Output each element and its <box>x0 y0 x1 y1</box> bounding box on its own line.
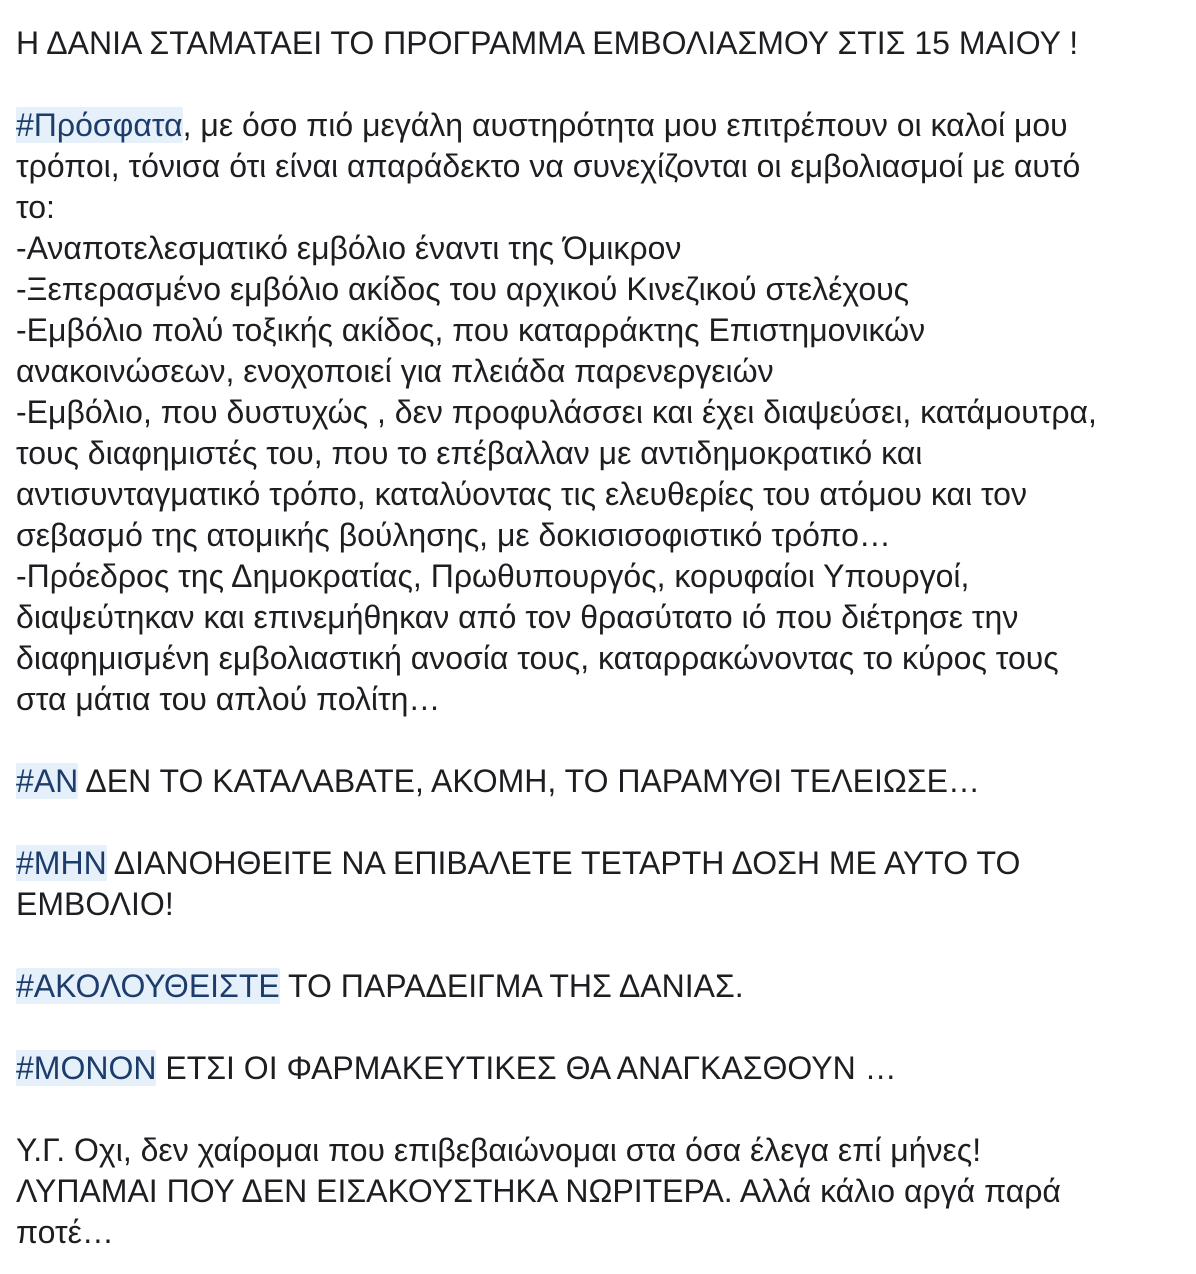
paragraph-line: τρόποι, τόνισα ότι είναι απαράδεκτο να συνεχίζονται οι εμβολιασμοί με αυτό <box>16 148 1081 184</box>
paragraph-line <box>16 966 1186 1007</box>
postscript-line: ποτέ… <box>16 1214 114 1250</box>
hashtag-akoloutheiste[interactable]: #ΑΚΟΛΟΥΘΕΙΣΤΕ <box>16 968 280 1004</box>
hashtag-prosfata[interactable]: #Πρόσφατα <box>16 107 183 143</box>
list-item-continued: αντισυνταγματικό τρόπο, καταλύοντας τις ελευθερίες του ατόμου και τον <box>16 476 1027 512</box>
list-item: -Εμβόλιο πολύ τοξικής ακίδος, που καταρράκτης Επιστημονικών <box>16 312 926 348</box>
list-item-continued: σεβασμό της ατομικής βούλησης, με δοκισισοφιστικό τρόπο… <box>16 517 891 553</box>
post-body <box>16 23 1186 1253</box>
list-item: -Αναποτελεσματικό εμβόλιο έναντι της Όμικρον <box>16 230 682 266</box>
list-item-continued: τους διαφημιστές του, που το επέβαλλαν με αντιδημοκρατικό και <box>16 435 923 471</box>
hashtag-monon[interactable]: #ΜΟΝΟΝ <box>16 1050 157 1086</box>
paragraph-spacer <box>16 925 1186 966</box>
paragraph-line <box>16 843 1186 884</box>
paragraph-line: το: <box>16 189 55 225</box>
paragraph-spacer <box>16 1007 1186 1048</box>
list-item: -Εμβόλιο, που δυστυχώς , δεν προφυλάσσει και έχει διαψεύσει, κατάμουτρα, <box>16 394 1097 430</box>
paragraph-spacer <box>16 1089 1186 1130</box>
list-item: -Ξεπερασμένο εμβόλιο ακίδος του αρχικού Κινεζικού στελέχους <box>16 271 910 307</box>
postscript-line: Υ.Γ. Οχι, δεν χαίρομαι που επιβεβαιώνομαι στα όσα έλεγα επί μήνες! <box>16 1132 982 1168</box>
hashtag-min[interactable]: #ΜΗΝ <box>16 845 107 881</box>
paragraph-line: ΕΜΒΟΛΙΟ! <box>16 886 174 922</box>
paragraph-text: ΕΤΣΙ ΟΙ ΦΑΡΜΑΚΕΥΤΙΚΕΣ ΘΑ ΑΝΑΓΚΑΣΘΟΥΝ … <box>156 1050 897 1086</box>
list-item: -Πρόεδρος της Δημοκρατίας, Πρωθυπουργός, κορυφαίοι Υπουργοί, <box>16 558 970 594</box>
paragraph-line <box>16 761 1186 802</box>
paragraph-text: ΔΙΑΝΟΗΘΕΙΤΕ ΝΑ ΕΠΙΒΑΛΕΤΕ ΤΕΤΑΡΤΗ ΔΟΣΗ ΜΕ ΑΥΤΟ ΤΟ <box>106 845 1021 881</box>
paragraph-spacer <box>16 64 1186 105</box>
paragraph-line <box>16 1048 1186 1089</box>
postscript-line: ΛΥΠΑΜΑΙ ΠΟΥ ΔΕΝ ΕΙΣΑΚΟΥΣΤΗΚΑ ΝΩΡΙΤΕΡΑ. Αλλά κάλιο αργά παρά <box>16 1173 1061 1209</box>
list-item-continued: διαψεύτηκαν και επινεμήθηκαν από τον θρασύτατο ιό που διέτρησε την <box>16 599 1019 635</box>
hashtag-an[interactable]: #ΑΝ <box>16 763 79 799</box>
list-item-continued: ανακοινώσεων, ενοχοποιεί για πλειάδα παρενεργειών <box>16 353 774 389</box>
list-item-continued: στα μάτια του απλού πολίτη… <box>16 681 441 717</box>
paragraph-spacer <box>16 720 1186 761</box>
paragraph-text: ΔΕΝ ΤΟ ΚΑΤΑΛΑΒΑΤΕ, ΑΚΟΜΗ, ΤΟ ΠΑΡΑΜΥΘΙ ΤΕΛΕΙΩΣΕ… <box>78 763 980 799</box>
paragraph-text: ΤΟ ΠΑΡΑΔΕΙΓΜΑ ΤΗΣ ΔΑΝΙΑΣ. <box>279 968 744 1004</box>
paragraph-text: , με όσο πιό μεγάλη αυστηρότητα μου επιτρέπουν οι καλοί μου <box>182 107 1068 143</box>
post-headline: Η ΔΑΝΙΑ ΣΤΑΜΑΤΑΕΙ ΤΟ ΠΡΟΓΡΑΜΜΑ ΕΜΒΟΛΙΑΣΜΟΥ ΣΤΙΣ 15 ΜΑΙΟΥ ! <box>16 25 1079 61</box>
list-item-continued: διαφημισμένη εμβολιαστική ανοσία τους, καταρρακώνοντας το κύρος τους <box>16 640 1059 676</box>
paragraph-spacer <box>16 802 1186 843</box>
paragraph-line <box>16 105 1186 146</box>
